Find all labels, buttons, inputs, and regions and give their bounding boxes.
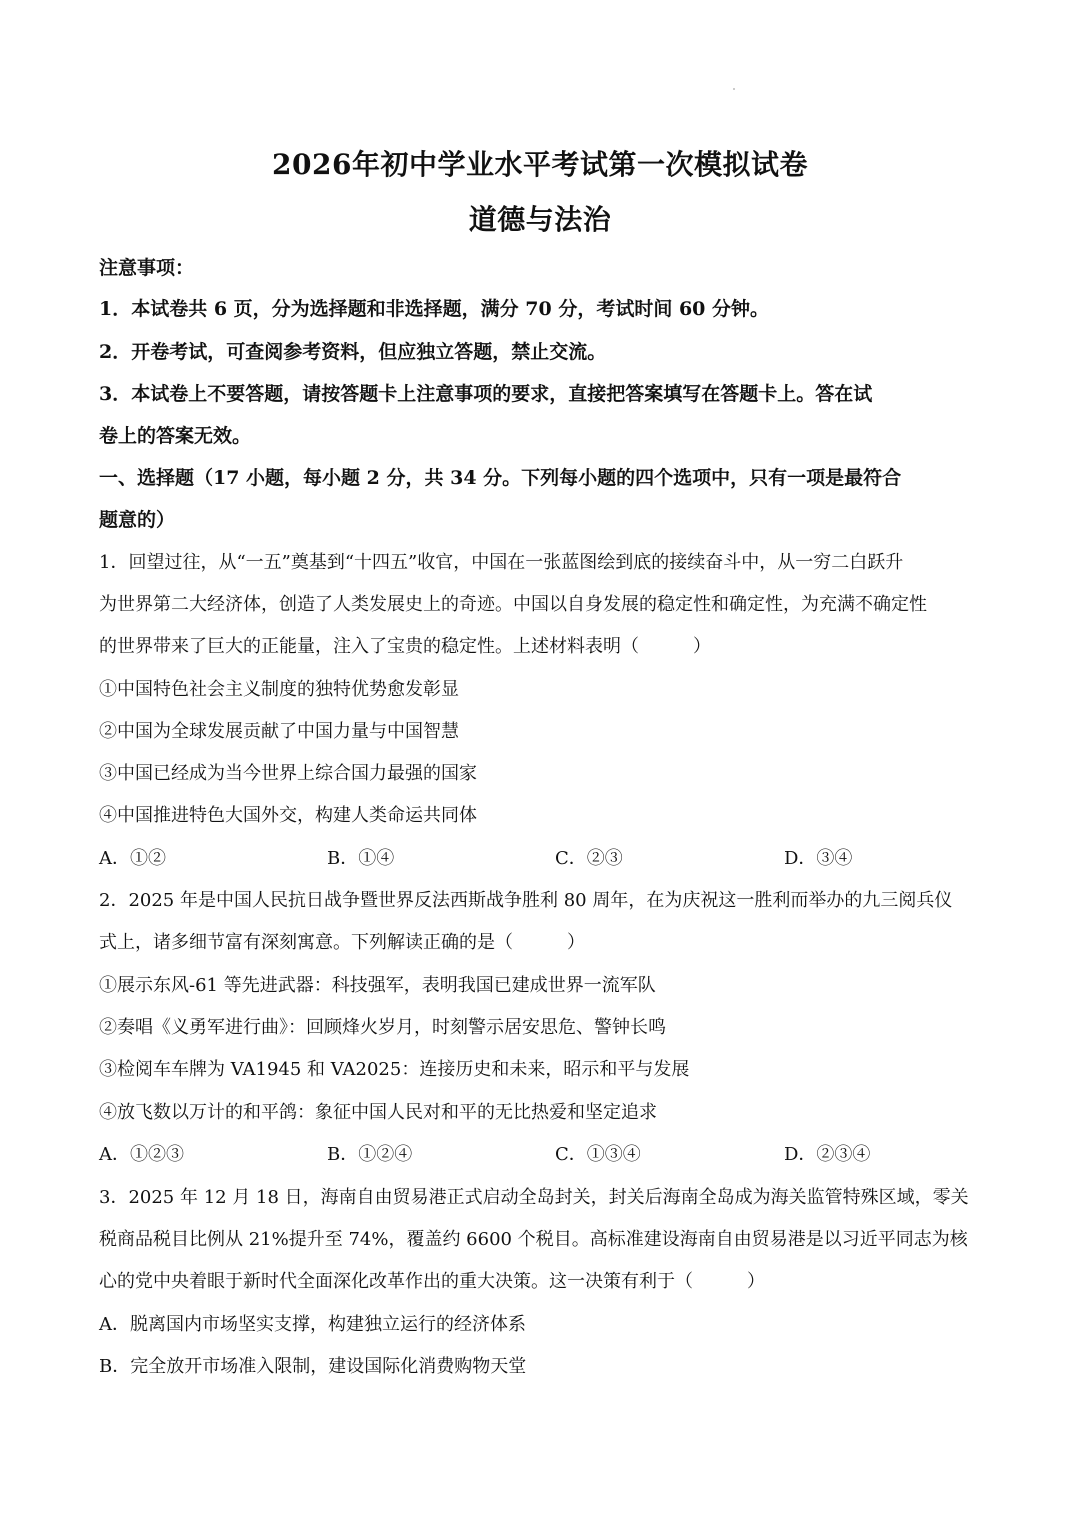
exam-title: 2026年初中学业水平考试第一次模拟试卷 — [272, 148, 808, 181]
question-2-statement: ②奏唱《义勇军进行曲》：回顾烽火岁月，时刻警示居安思危、警钟长鸣 — [99, 1017, 666, 1038]
notice-item: 3．本试卷上不要答题，请按答题卡上注意事项的要求，直接把答案填写在答题卡上。答在试 — [99, 383, 873, 405]
question-2-option-a: A．①②③ — [99, 1144, 184, 1165]
question-1-option-b: B．①④ — [327, 848, 395, 869]
notice-item: 卷上的答案无效。 — [99, 425, 252, 447]
question-1-statement: ④中国推进特色大国外交，构建人类命运共同体 — [99, 805, 477, 826]
question-1-stem: 为世界第二大经济体，创造了人类发展史上的奇迹。中国以自身发展的稳定性和确定性，为充满不确定性 — [99, 594, 927, 615]
question-2-statement: ④放飞数以万计的和平鸽：象征中国人民对和平的无比热爱和坚定追求 — [99, 1102, 657, 1123]
question-2-statement: ③检阅车车牌为 VA1945 和 VA2025：连接历史和未来，昭示和平与发展 — [99, 1059, 690, 1080]
question-2-option-d: D．②③④ — [784, 1144, 871, 1165]
question-3-option-a: A．脱离国内市场坚实支撑，构建独立运行的经济体系 — [99, 1314, 526, 1335]
question-3-stem: 心的党中央着眼于新时代全面深化改革作出的重大决策。这一决策有利于（ ） — [99, 1271, 765, 1292]
question-1-statement: ①中国特色社会主义制度的独特优势愈发彰显 — [99, 679, 459, 700]
exam-subject: 道德与法治 — [468, 203, 612, 236]
question-1-option-d: D．③④ — [784, 848, 853, 869]
question-1-statement: ③中国已经成为当今世界上综合国力最强的国家 — [99, 763, 477, 784]
section-heading: 一、选择题（17 小题，每小题 2 分，共 34 分。下列每小题的四个选项中，只有一项是最符合 — [99, 467, 902, 489]
question-2-option-b: B．①②④ — [327, 1144, 413, 1165]
notice-heading: 注意事项： — [99, 257, 195, 279]
question-3-stem: 税商品税目比例从 21%提升至 74%，覆盖约 6600 个税目。高标准建设海南自由贸易港是以习近平同志为核 — [99, 1229, 968, 1250]
question-1-stem: 1．回望过往，从“一五”奠基到“十四五”收官，中国在一张蓝图绘到底的接续奋斗中，从一穷二白跃升 — [99, 552, 904, 573]
notice-item: 2．开卷考试，可查阅参考资料，但应独立答题，禁止交流。 — [99, 341, 607, 363]
question-3-option-b: B．完全放开市场准入限制，建设国际化消费购物天堂 — [99, 1356, 527, 1377]
question-2-option-c: C．①③④ — [555, 1144, 641, 1165]
question-1-stem: 的世界带来了巨大的正能量，注入了宝贵的稳定性。上述材料表明（ ） — [99, 636, 711, 657]
question-2-stem: 2．2025 年是中国人民抗日战争暨世界反法西斯战争胜利 80 周年，在为庆祝这一胜利而举办的九三阅兵仪 — [99, 890, 953, 911]
question-2-stem: 式上，诸多细节富有深刻寓意。下列解读正确的是（ ） — [99, 932, 585, 953]
section-heading-cont: 题意的） — [99, 509, 176, 531]
scan-speck — [733, 88, 735, 90]
question-1-option-a: A．①② — [99, 848, 166, 869]
question-1-statement: ②中国为全球发展贡献了中国力量与中国智慧 — [99, 721, 459, 742]
question-2-statement: ①展示东风-61 等先进武器：科技强军，表明我国已建成世界一流军队 — [99, 975, 656, 996]
question-1-option-c: C．②③ — [555, 848, 623, 869]
question-3-stem: 3．2025 年 12 月 18 日，海南自由贸易港正式启动全岛封关，封关后海南全岛成为海关监管特殊区域，零关 — [99, 1187, 969, 1208]
notice-item: 1．本试卷共 6 页，分为选择题和非选择题，满分 70 分，考试时间 60 分钟。 — [99, 298, 770, 320]
